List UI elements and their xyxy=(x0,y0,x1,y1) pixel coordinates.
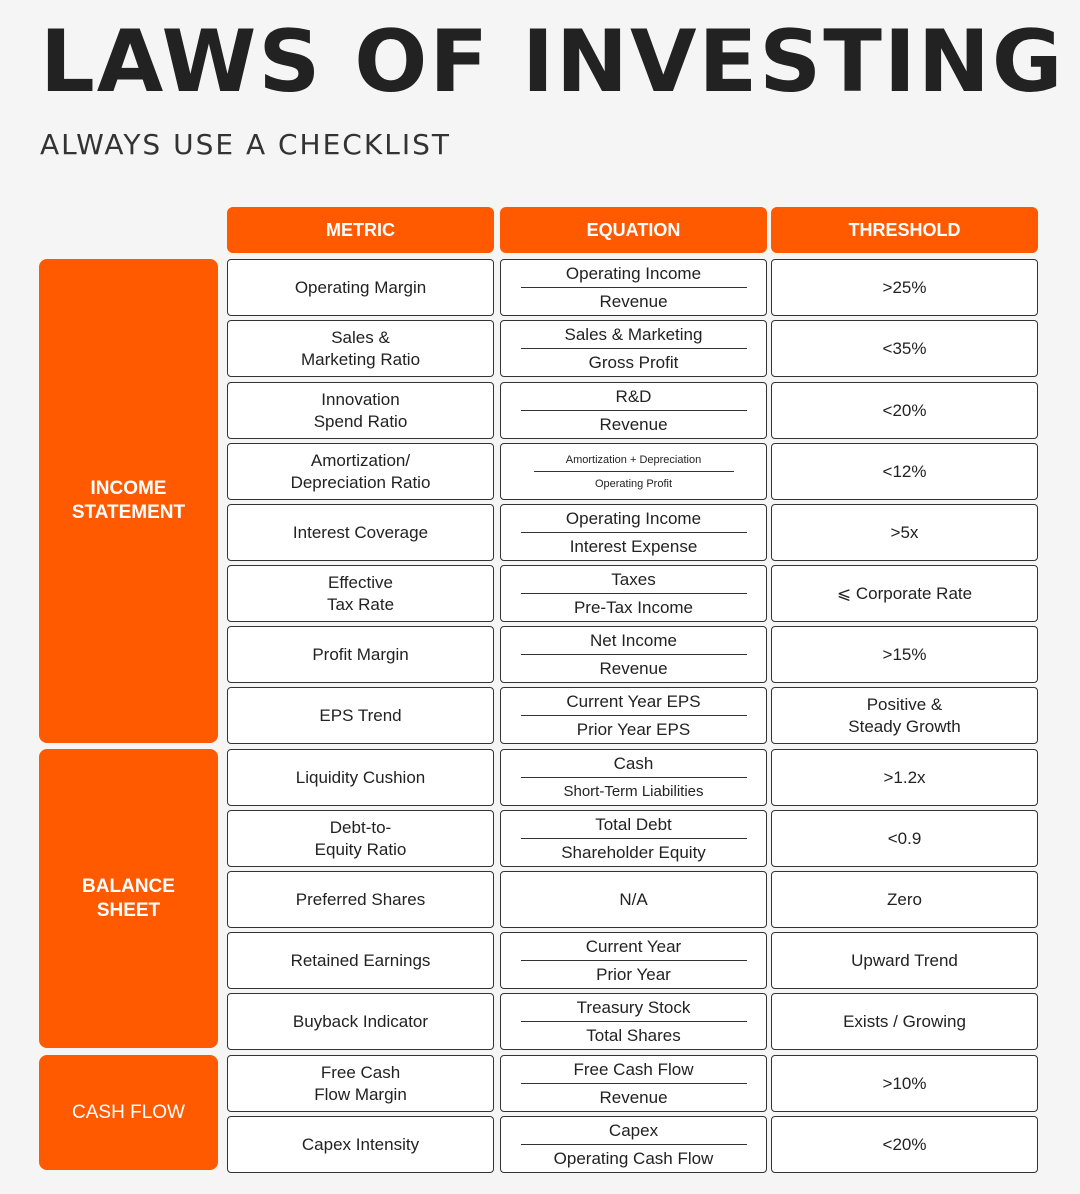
equation-cell xyxy=(500,565,767,622)
threshold-cell: >10% xyxy=(771,1055,1038,1112)
denominator: Interest Expense xyxy=(569,536,698,556)
metric-cell: Sales & Marketing Ratio xyxy=(227,320,494,377)
fraction-bar xyxy=(521,838,747,839)
threshold-cell: <0.9 xyxy=(771,810,1038,867)
numerator: Capex xyxy=(608,1120,659,1140)
metric-cell: Debt-to- Equity Ratio xyxy=(227,810,494,867)
equation-cell xyxy=(500,932,767,989)
numerator: Free Cash Flow xyxy=(573,1059,694,1079)
equation-cell xyxy=(500,810,767,867)
equation-cell xyxy=(500,382,767,439)
equation-cell xyxy=(500,749,767,806)
threshold-cell: >25% xyxy=(771,259,1038,316)
metric-cell: Retained Earnings xyxy=(227,932,494,989)
denominator: Revenue xyxy=(599,291,668,311)
numerator: Operating Income xyxy=(565,508,702,528)
denominator: Revenue xyxy=(599,414,668,434)
denominator: Gross Profit xyxy=(588,352,679,372)
metric-cell: Buyback Indicator xyxy=(227,993,494,1050)
section-balance-sheet: BALANCE SHEET xyxy=(39,749,218,1048)
threshold-cell: <20% xyxy=(771,382,1038,439)
threshold-cell: <20% xyxy=(771,1116,1038,1173)
header-metric: METRIC xyxy=(227,207,494,253)
fraction-bar xyxy=(521,348,747,349)
fraction-bar xyxy=(521,1144,747,1145)
threshold-cell: Zero xyxy=(771,871,1038,928)
metric-cell: Effective Tax Rate xyxy=(227,565,494,622)
fraction-bar xyxy=(521,654,747,655)
numerator: Taxes xyxy=(611,569,656,589)
denominator: Shareholder Equity xyxy=(561,842,706,862)
fraction-bar xyxy=(521,1021,747,1022)
metric-cell: Liquidity Cushion xyxy=(227,749,494,806)
fraction-bar xyxy=(534,471,734,472)
fraction-bar xyxy=(521,1083,747,1084)
denominator: Revenue xyxy=(599,658,668,678)
numerator: Total Debt xyxy=(595,814,672,834)
numerator: Sales & Marketing xyxy=(564,324,703,344)
threshold-cell: >1.2x xyxy=(771,749,1038,806)
threshold-cell: >5x xyxy=(771,504,1038,561)
denominator: Operating Cash Flow xyxy=(553,1148,714,1168)
metric-cell: Interest Coverage xyxy=(227,504,494,561)
section-cash-flow: CASH FLOW xyxy=(39,1055,218,1170)
numerator: Treasury Stock xyxy=(576,997,691,1017)
metric-cell: Amortization/ Depreciation Ratio xyxy=(227,443,494,500)
fraction-bar xyxy=(521,960,747,961)
threshold-cell: >15% xyxy=(771,626,1038,683)
denominator: Prior Year EPS xyxy=(576,719,691,739)
threshold-cell: Positive & Steady Growth xyxy=(771,687,1038,744)
equation-text: N/A xyxy=(619,889,648,909)
equation-cell xyxy=(500,993,767,1050)
fraction-bar xyxy=(521,410,747,411)
metric-cell: Innovation Spend Ratio xyxy=(227,382,494,439)
section-income-statement: INCOME STATEMENT xyxy=(39,259,218,743)
fraction-bar xyxy=(521,777,747,778)
equation-cell xyxy=(500,871,767,928)
threshold-cell: ⩽ Corporate Rate xyxy=(771,565,1038,622)
numerator: Current Year EPS xyxy=(566,691,701,711)
denominator: Pre-Tax Income xyxy=(573,597,694,617)
denominator: Total Shares xyxy=(586,1025,681,1045)
metric-cell: Profit Margin xyxy=(227,626,494,683)
denominator: Revenue xyxy=(599,1087,668,1107)
metric-cell: Free Cash Flow Margin xyxy=(227,1055,494,1112)
numerator: R&D xyxy=(615,386,652,406)
metric-cell: Operating Margin xyxy=(227,259,494,316)
equation-cell xyxy=(500,1055,767,1112)
threshold-cell: <35% xyxy=(771,320,1038,377)
fraction-bar xyxy=(521,593,747,594)
fraction-bar xyxy=(521,287,747,288)
fraction-bar xyxy=(521,532,747,533)
threshold-cell: <12% xyxy=(771,443,1038,500)
page-title: LAWS OF INVESTING xyxy=(40,12,1065,112)
threshold-cell: Upward Trend xyxy=(771,932,1038,989)
numerator: Current Year xyxy=(585,936,682,956)
numerator: Net Income xyxy=(590,630,677,650)
equation-cell xyxy=(500,1116,767,1173)
metric-cell: Capex Intensity xyxy=(227,1116,494,1173)
equation-cell xyxy=(500,320,767,377)
header-threshold: THRESHOLD xyxy=(771,207,1038,253)
denominator: Short-Term Liabilities xyxy=(563,782,704,800)
equation-cell xyxy=(500,626,767,683)
threshold-cell: Exists / Growing xyxy=(771,993,1038,1050)
metric-cell: EPS Trend xyxy=(227,687,494,744)
equation-cell xyxy=(500,687,767,744)
header-equation: EQUATION xyxy=(500,207,767,253)
numerator: Cash xyxy=(613,753,654,773)
numerator: Amortization + Depreciation xyxy=(565,453,702,466)
equation-cell xyxy=(500,504,767,561)
equation-cell xyxy=(500,443,767,500)
denominator: Prior Year xyxy=(596,964,671,984)
denominator: Operating Profit xyxy=(594,477,673,490)
numerator: Operating Income xyxy=(565,263,702,283)
metric-cell: Preferred Shares xyxy=(227,871,494,928)
equation-cell xyxy=(500,259,767,316)
page-subtitle: ALWAYS USE A CHECKLIST xyxy=(40,128,451,161)
fraction-bar xyxy=(521,715,747,716)
